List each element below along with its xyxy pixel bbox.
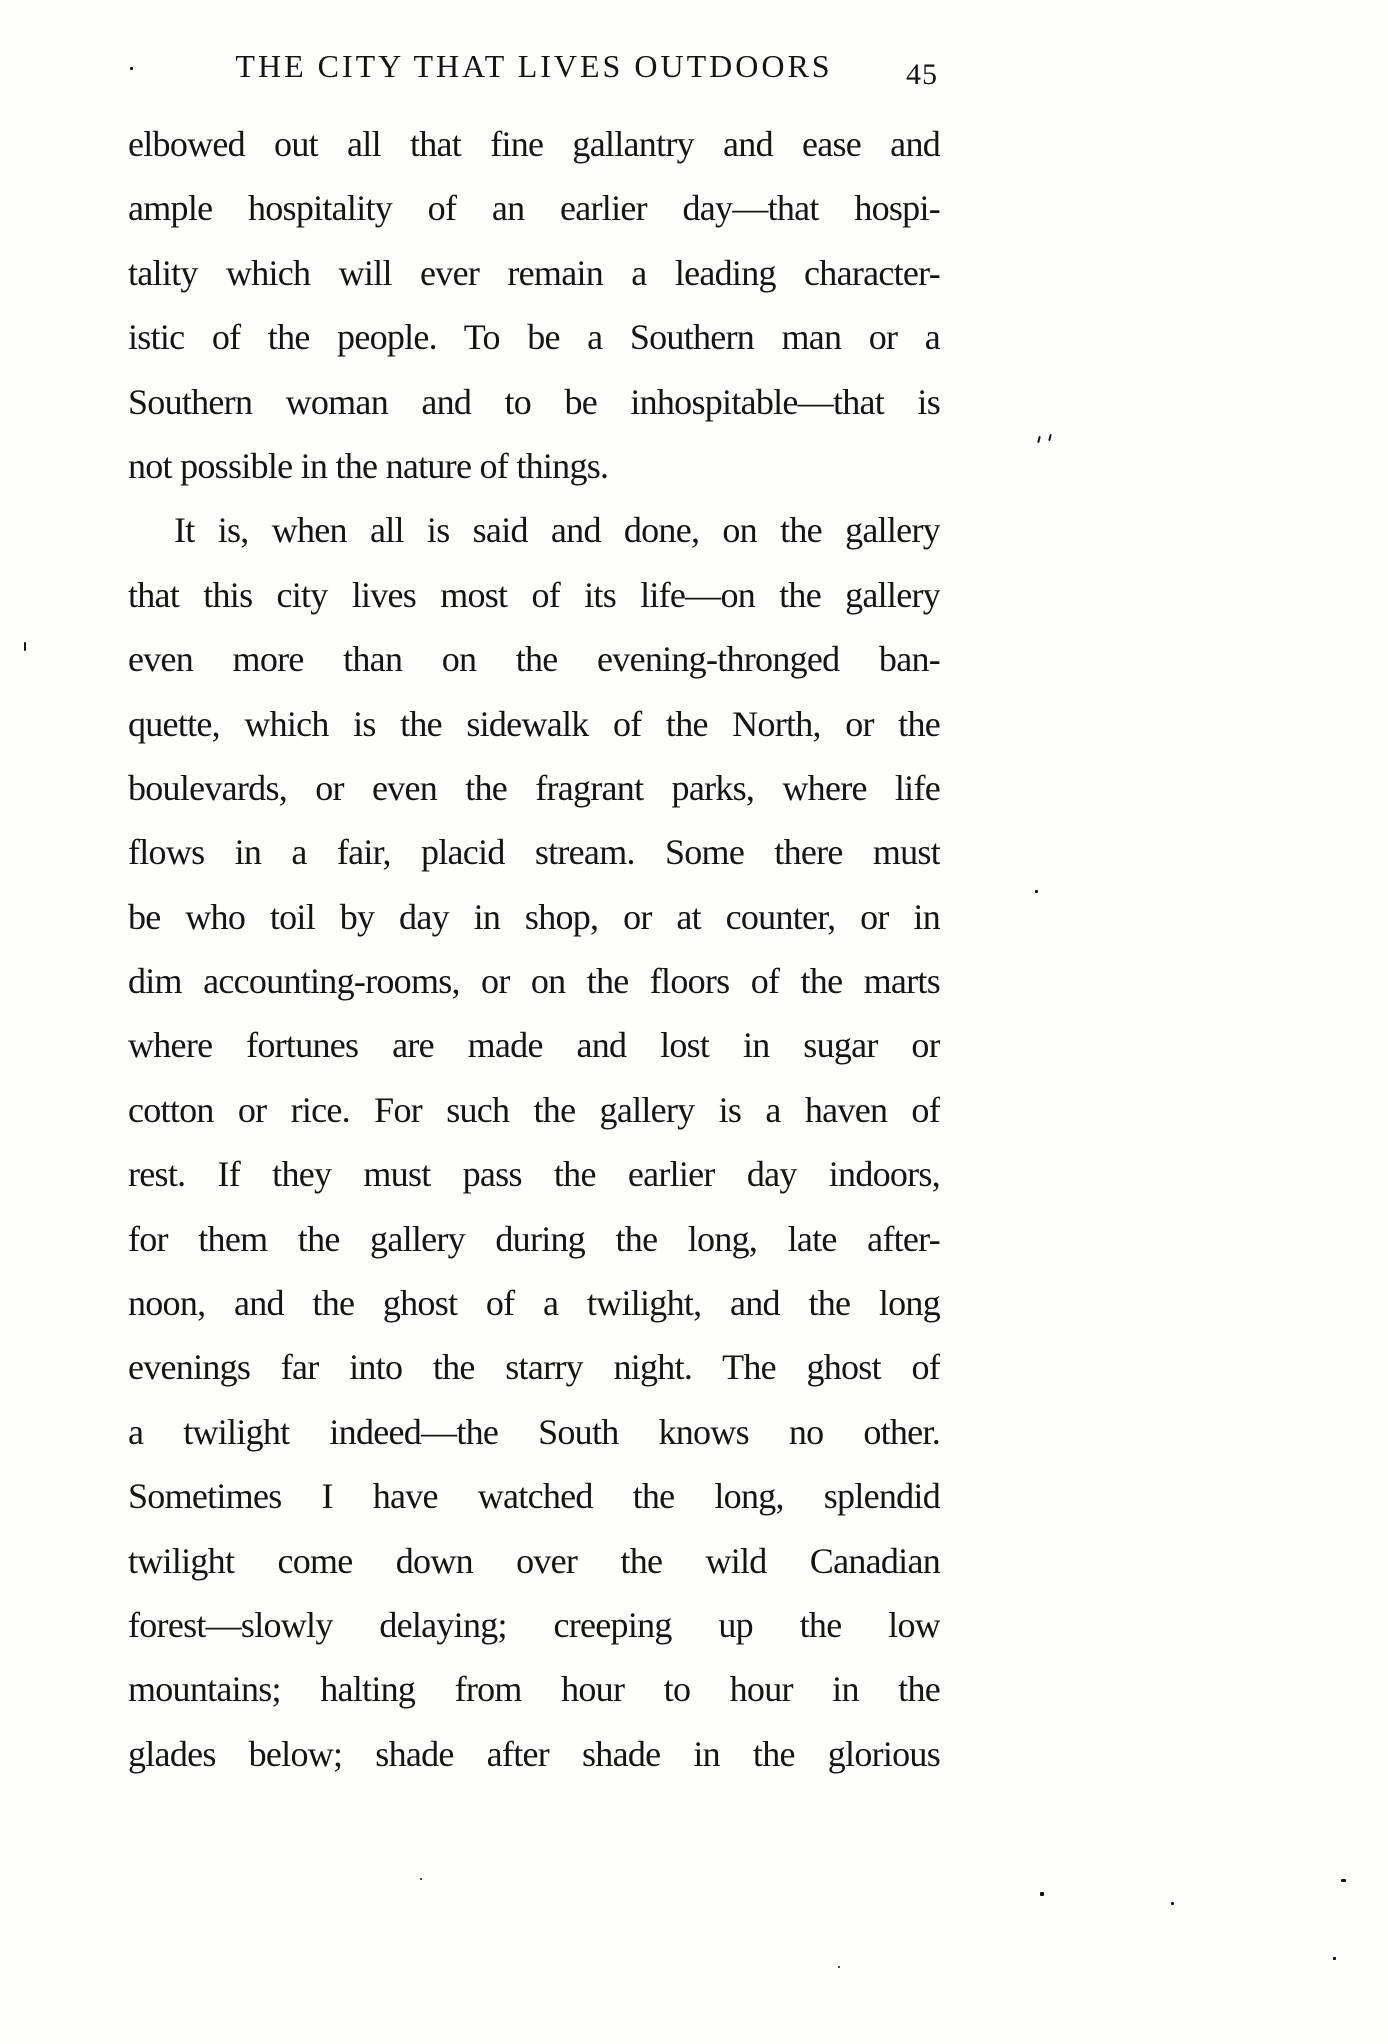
text-line: cotton or rice. For such the gallery is a haven of	[128, 1089, 940, 1130]
text-line: It is, when all is said and done, on the gallery	[174, 510, 940, 551]
scan-speck	[420, 1878, 422, 1880]
text-line: istic of the people. To be a Southern man or a	[128, 317, 940, 358]
text-line: that this city lives most of its life—on the gallery	[128, 574, 940, 615]
scan-speck	[1035, 890, 1038, 893]
text-line: quette, which is the sidewalk of the North, or the	[128, 703, 940, 744]
text-line: glades below; shade after shade in the glorious	[128, 1733, 940, 1774]
text-line: flows in a fair, placid stream. Some there must	[128, 832, 940, 873]
scan-speck	[838, 1966, 840, 1968]
text-line: forest—slowly delaying; creeping up the low	[128, 1604, 940, 1645]
text-line: even more than on the evening-thronged ban-	[128, 639, 940, 680]
scan-speck	[1037, 436, 1041, 443]
paragraph	[128, 498, 940, 1786]
text-line: noon, and the ghost of a twilight, and the long	[128, 1283, 940, 1324]
text-line: for them the gallery during the long, late after-	[128, 1218, 940, 1259]
text-line: Southern woman and to be inhospitable—that is	[128, 381, 940, 422]
scan-speck	[130, 67, 133, 70]
page-body	[128, 112, 940, 1786]
text-line: be who toil by day in shop, or at counter, or in	[128, 896, 940, 937]
scan-speck	[24, 642, 26, 651]
text-line: a twilight indeed—the South knows no other.	[128, 1411, 940, 1452]
page-number: 45	[906, 58, 938, 91]
scan-speck	[1171, 1902, 1174, 1905]
text-line: elbowed out all that fine gallantry and ease and	[128, 124, 940, 164]
scan-speck	[1040, 1892, 1044, 1896]
text-line: where fortunes are made and lost in sugar or	[128, 1025, 940, 1066]
running-head-title: THE CITY THAT LIVES OUTDOORS	[235, 48, 833, 84]
text-line: Sometimes I have watched the long, splendid	[128, 1476, 940, 1517]
text-line: evenings far into the starry night. The ghost of	[128, 1347, 940, 1388]
text-line: boulevards, or even the fragrant parks, where life	[128, 767, 940, 808]
text-line: ample hospitality of an earlier day—that hospi-	[128, 188, 940, 229]
scan-speck	[1341, 1879, 1346, 1882]
page-header	[128, 48, 940, 100]
text-line: tality which will ever remain a leading character-	[128, 252, 940, 293]
text-line: mountains; halting from hour to hour in the	[128, 1669, 940, 1710]
scan-speck	[1333, 1957, 1336, 1960]
text-line: dim accounting-rooms, or on the floors of the marts	[128, 961, 940, 1002]
text-line: rest. If they must pass the earlier day indoors,	[128, 1154, 940, 1195]
scan-speck	[1048, 434, 1052, 441]
paragraph	[128, 112, 940, 498]
text-line: twilight come down over the wild Canadian	[128, 1540, 940, 1581]
text-line: not possible in the nature of things.	[128, 445, 609, 486]
